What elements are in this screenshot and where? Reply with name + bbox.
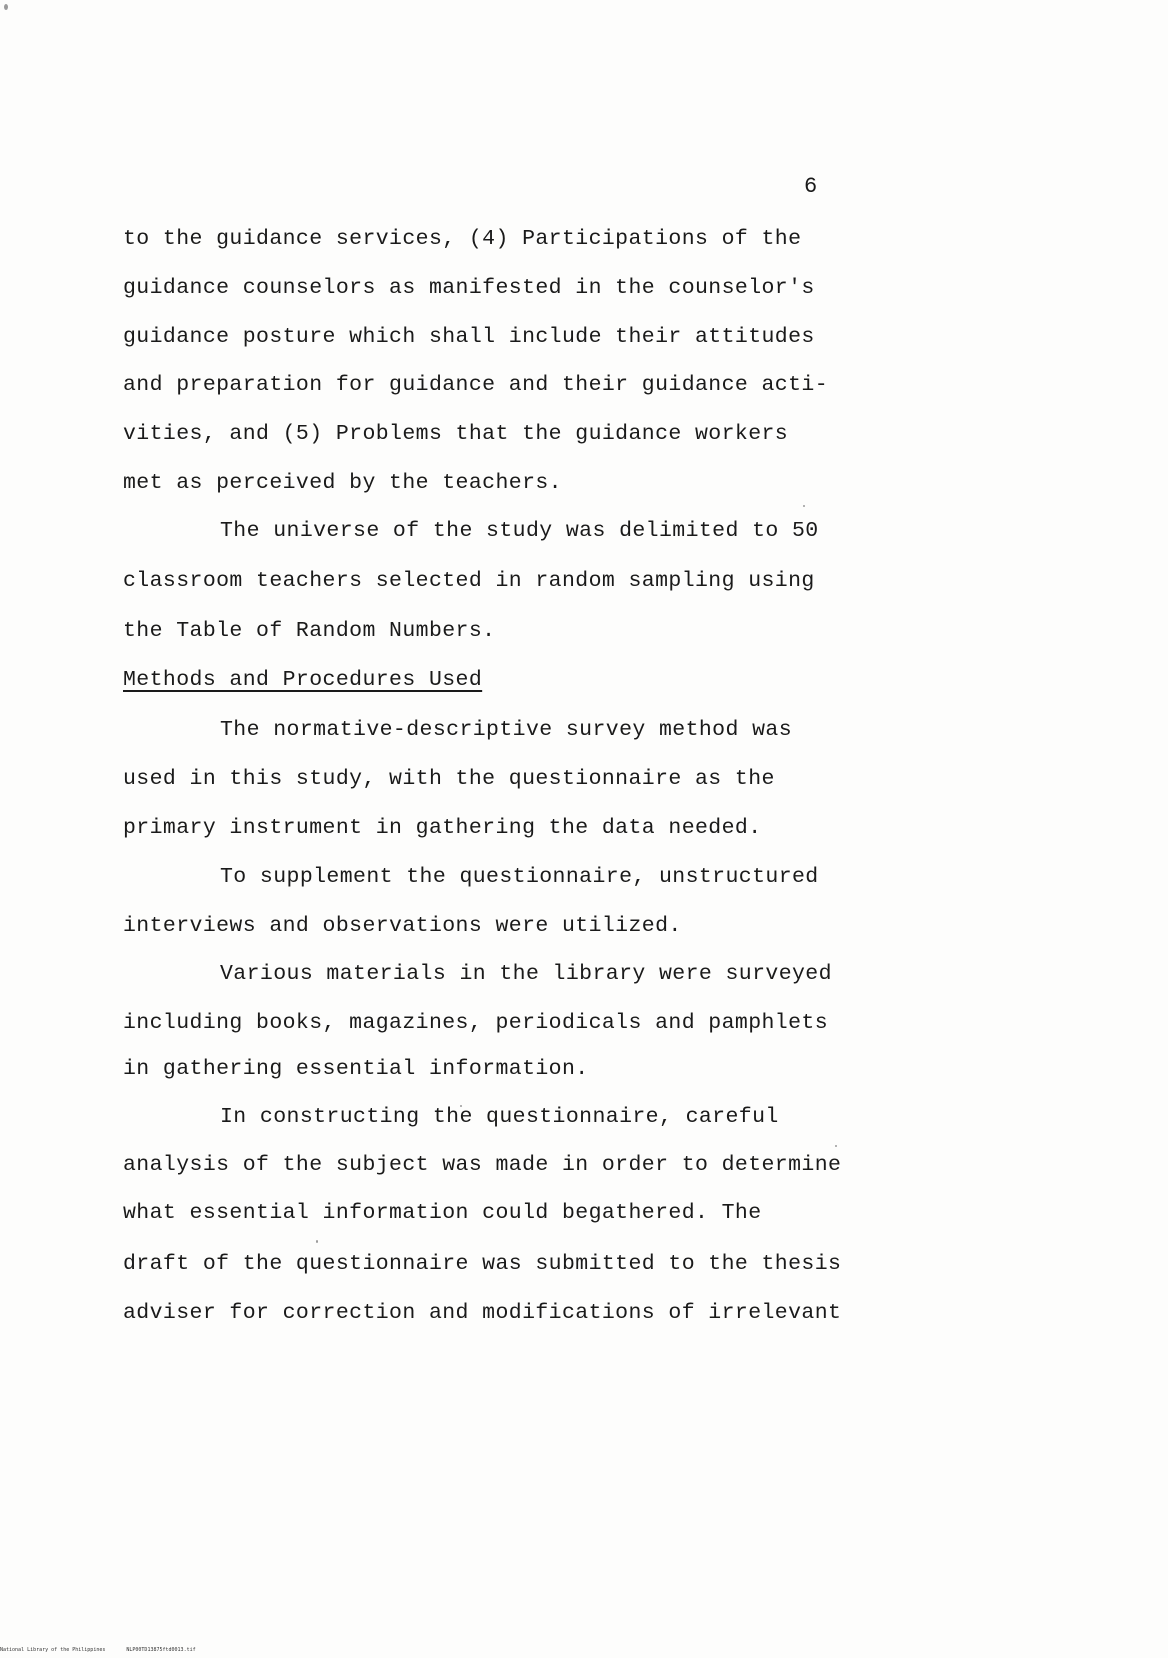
text-line: and preparation for guidance and their guidance acti- xyxy=(123,373,829,397)
text-line: guidance counselors as manifested in the counselor's xyxy=(123,276,815,300)
section-heading: Methods and Procedures Used xyxy=(123,668,483,692)
scan-speck xyxy=(835,1145,837,1147)
page-number: 6 xyxy=(804,174,818,199)
footer-file-id: NLP00TD13875ftd0013.tif xyxy=(126,1647,196,1653)
scan-speck xyxy=(316,1240,318,1243)
text-line: guidance posture which shall include their attitudes xyxy=(123,325,815,349)
text-line: met as perceived by the teachers. xyxy=(123,471,562,495)
paragraph-first-line: Various materials in the library were surveyed xyxy=(220,962,832,986)
text-line: to the guidance services, (4) Participations of the xyxy=(123,227,802,251)
scan-speck xyxy=(803,505,805,507)
paragraph-first-line: The universe of the study was delimited to 50 xyxy=(220,519,819,543)
text-line: in gathering essential information. xyxy=(123,1057,589,1081)
paragraph-first-line: The normative-descriptive survey method was xyxy=(220,718,792,742)
scan-speck xyxy=(4,4,8,10)
text-line: what essential information could begathered. The xyxy=(123,1201,762,1225)
text-line: analysis of the subject was made in order to determine xyxy=(123,1153,842,1177)
text-line: draft of the questionnaire was submitted to the thesis xyxy=(123,1252,842,1276)
footer-library: National Library of the Philippines xyxy=(0,1647,106,1653)
text-line: primary instrument in gathering the data needed. xyxy=(123,816,762,840)
text-line: vities, and (5) Problems that the guidance workers xyxy=(123,422,789,446)
text-line: including books, magazines, periodicals and pamphlets xyxy=(123,1011,829,1035)
text-line: classroom teachers selected in random sampling using xyxy=(123,569,815,593)
paragraph-first-line: In constructing the questionnaire, careful xyxy=(220,1105,779,1129)
paragraph-first-line: To supplement the questionnaire, unstructured xyxy=(220,865,819,889)
text-line: adviser for correction and modifications of irrelevant xyxy=(123,1301,842,1325)
scan-footer xyxy=(0,1647,214,1653)
text-line: used in this study, with the questionnaire as the xyxy=(123,767,775,791)
text-line: interviews and observations were utilized. xyxy=(123,914,682,938)
text-line: the Table of Random Numbers. xyxy=(123,619,496,643)
